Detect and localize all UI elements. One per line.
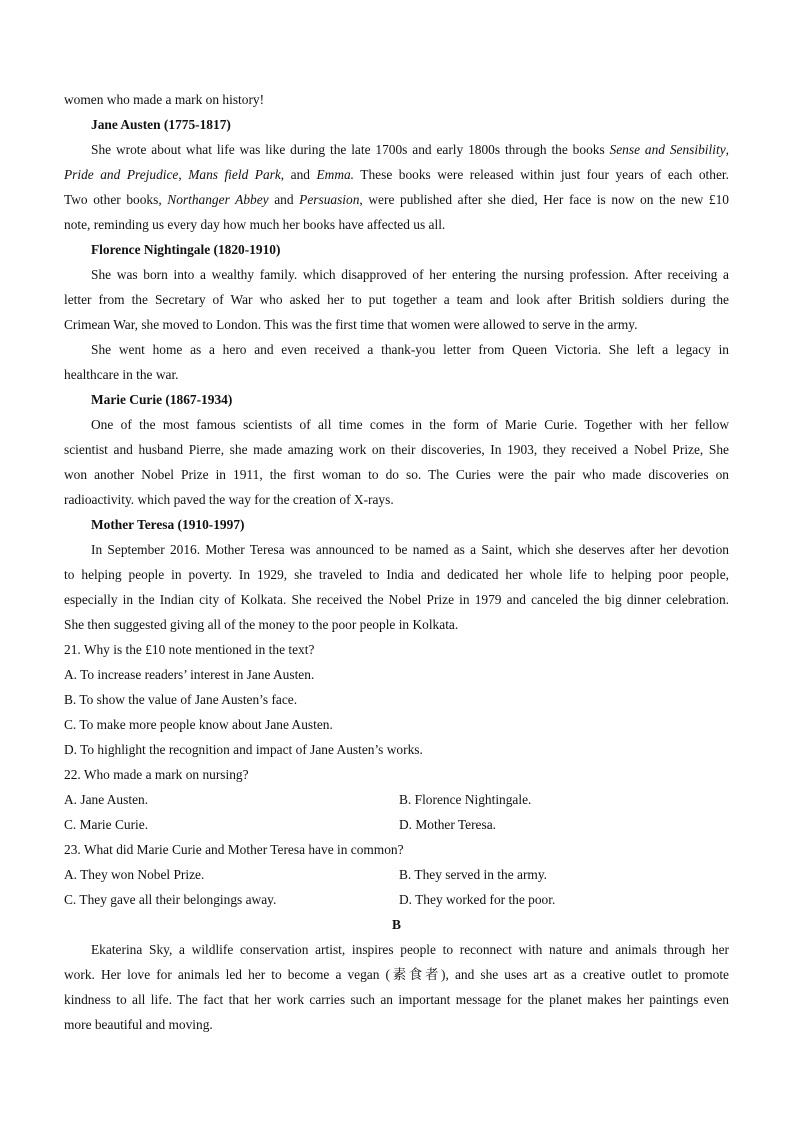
book-title: Persuasion: [299, 192, 360, 207]
intro-tail: women who made a mark on history!: [64, 92, 265, 107]
heading-florence-nightingale: Florence Nightingale (1820-1910): [91, 242, 281, 257]
heading-marie-curie: Marie Curie (1867-1934): [91, 392, 233, 407]
teresa-line-3: especially in the Indian city of Kolkata. She received the Nobel Prize in 1979 and canceled the big dinner celebration.: [64, 592, 729, 607]
q22-option-c[interactable]: C. Marie Curie.: [64, 817, 149, 832]
book-title: Pride and Prejudice: [64, 167, 179, 182]
q21-option-a[interactable]: A. To increase readers’ interest in Jane Austen.: [64, 667, 315, 682]
q23-option-a[interactable]: A. They won Nobel Prize.: [64, 867, 205, 882]
book-title: Sense and Sensibility: [609, 142, 726, 157]
q21-option-c[interactable]: C. To make more people know about Jane Austen.: [64, 717, 333, 732]
book-title: Emma.: [316, 167, 355, 182]
heading-jane-austen: Jane Austen (1775-1817): [91, 117, 231, 132]
teresa-line-2: to helping people in poverty. In 1929, she traveled to India and dedicated her whole life to helping poor people,: [64, 567, 729, 582]
nightingale-line-4: She went home as a hero and even received a thank-you letter from Queen Victoria. She left a legacy in: [91, 342, 729, 357]
question-21-stem: 21. Why is the £10 note mentioned in the text?: [64, 642, 315, 657]
nightingale-line-1: She was born into a wealthy family. which disapproved of her entering the nursing profession. After receiving a: [91, 267, 729, 282]
nightingale-line-2: letter from the Secretary of War who asked her to put together a team and look after British soldiers during the: [64, 292, 729, 307]
q22-options-row-2: [64, 812, 729, 837]
q21-option-d[interactable]: D. To highlight the recognition and impact of Jane Austen’s works.: [64, 742, 423, 757]
q23-options-row-1: [64, 862, 729, 887]
austen-line-3: Two other books, Northanger Abbey and Persuasion, were published after she died, Her face is now on the new £10: [64, 192, 729, 207]
nightingale-line-5: healthcare in the war.: [64, 367, 179, 382]
curie-line-1: One of the most famous scientists of all time comes in the form of Marie Curie. Together with her fellow: [91, 417, 729, 432]
passage-b-heading: B: [392, 917, 401, 932]
q23-option-c[interactable]: C. They gave all their belongings away.: [64, 892, 277, 907]
q22-options-row-1: [64, 787, 729, 812]
book-title: Northanger Abbey: [167, 192, 269, 207]
passage-b-line-4: more beautiful and moving.: [64, 1017, 213, 1032]
q23-option-d[interactable]: D. They worked for the poor.: [399, 892, 556, 907]
austen-line-1: She wrote about what life was like during the late 1700s and early 1800s through the books Sense and Sensibility,: [91, 142, 729, 157]
exam-page: [64, 87, 729, 1037]
austen-line-2: Pride and Prejudice, Mans field Park, and Emma. These books were released within just four years of each other.: [64, 167, 729, 182]
teresa-line-4: She then suggested giving all of the money to the poor people in Kolkata.: [64, 617, 459, 632]
passage-b-line-2: work. Her love for animals led her to become a vegan (素食者), and she uses art as a creative outlet to promote: [64, 967, 729, 982]
q22-option-d[interactable]: D. Mother Teresa.: [399, 817, 496, 832]
austen-line-4: note, reminding us every day how much her books have affected us all.: [64, 217, 446, 232]
q22-option-a[interactable]: A. Jane Austen.: [64, 792, 149, 807]
nightingale-line-3: Crimean War, she moved to London. This was the first time that women were allowed to serve in the army.: [64, 317, 638, 332]
q22-option-b[interactable]: B. Florence Nightingale.: [399, 792, 532, 807]
heading-mother-teresa: Mother Teresa (1910-1997): [91, 517, 245, 532]
passage-b-line-1: Ekaterina Sky, a wildlife conservation artist, inspires people to reconnect with nature and animals through her: [91, 942, 729, 957]
q21-option-b[interactable]: B. To show the value of Jane Austen’s face.: [64, 692, 298, 707]
q23-options-row-2: [64, 887, 729, 912]
question-23-stem: 23. What did Marie Curie and Mother Teresa have in common?: [64, 842, 404, 857]
passage-b-line-3: kindness to all life. The fact that her work carries such an important message for the planet makes her paintings even: [64, 992, 729, 1007]
curie-line-2: scientist and husband Pierre, she made amazing work on their discoveries, In 1903, they received a Nobel Prize, She: [64, 442, 729, 457]
q23-option-b[interactable]: B. They served in the army.: [399, 867, 548, 882]
curie-line-4: radioactivity. which paved the way for the creation of X-rays.: [64, 492, 394, 507]
curie-line-3: won another Nobel Prize in 1911, the first woman to do so. The Curies were the pair who made discoveries on: [64, 467, 729, 482]
teresa-line-1: In September 2016. Mother Teresa was announced to be named as a Saint, which she deserves after her devotion: [91, 542, 729, 557]
book-title: Mans field Park: [188, 167, 281, 182]
question-22-stem: 22. Who made a mark on nursing?: [64, 767, 249, 782]
